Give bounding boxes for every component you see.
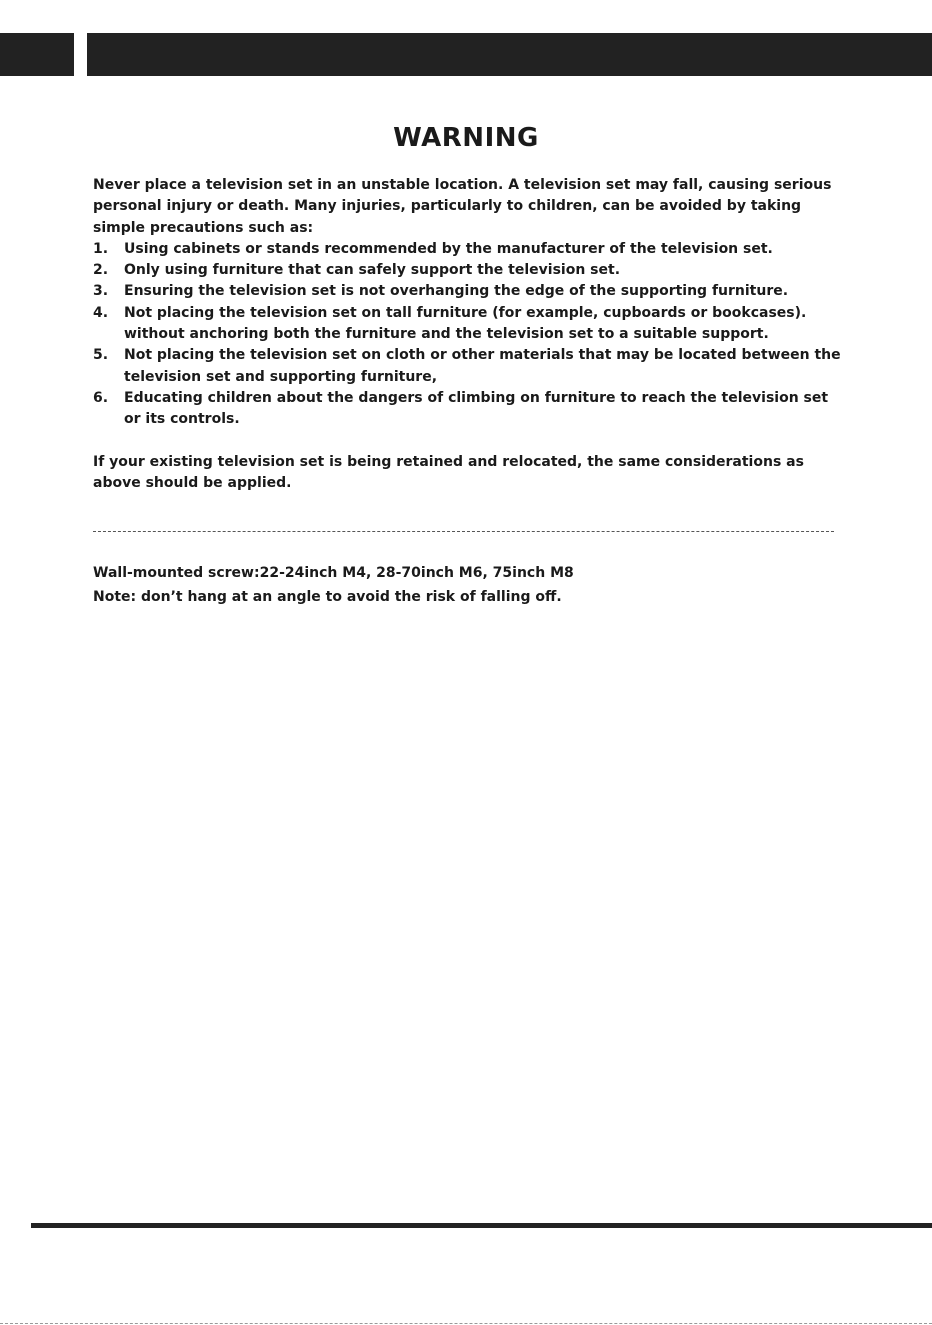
dashed-divider: [93, 531, 834, 532]
list-item: [93, 303, 841, 346]
list-item-text: Not placing the television set on tall furniture (for example, cupboards or bookcases). without anchoring both the furniture and the television set to a suitable support.: [124, 304, 807, 343]
mounting-spec: [93, 561, 853, 609]
header-block-left: [0, 33, 74, 76]
list-item-text: Not placing the television set on cloth or other materials that may be located between the television set and supporting furniture,: [124, 347, 841, 385]
list-item-number: 1.: [93, 240, 109, 257]
warning-section: [93, 175, 841, 494]
list-item-number: 2.: [93, 262, 109, 279]
list-item-number: 5.: [93, 347, 109, 364]
list-item-number: 3.: [93, 283, 109, 300]
list-item: [93, 260, 841, 281]
wall-screw-spec: Wall-mounted screw:22-24inch M4, 28-70inch M6, 75inch M8: [93, 565, 574, 581]
warning-closing: If your existing television set is being retained and relocated, the same considerations as above should be applied.: [93, 453, 804, 491]
list-item-text: Using cabinets or stands recommended by the manufacturer of the television set.: [124, 240, 773, 257]
page-title: WARNING: [393, 123, 539, 153]
list-item: [93, 239, 841, 260]
list-item: [93, 388, 841, 431]
list-item-text: Only using furniture that can safely support the television set.: [124, 262, 621, 279]
list-item: [93, 281, 841, 302]
list-item-text: Ensuring the television set is not overhanging the edge of the supporting furniture.: [124, 283, 789, 300]
header-bar: [87, 33, 932, 76]
warning-intro: Never place a television set in an unstable location. A television set may fall, causing serious personal injury or death. Many injuries, particularly to children, can be avoided by taking simple precautions such as:: [93, 177, 832, 236]
list-item: [93, 345, 841, 388]
precautions-list: [93, 239, 841, 431]
list-item-number: 4.: [93, 304, 109, 321]
list-item-number: 6.: [93, 389, 109, 406]
list-item-text: Educating children about the dangers of climbing on furniture to reach the television set or its controls.: [124, 389, 829, 428]
footer-rule: [31, 1223, 932, 1228]
page-edge-dashes: [0, 1323, 932, 1324]
mounting-note: Note: don’t hang at an angle to avoid the risk of falling off.: [93, 589, 562, 605]
